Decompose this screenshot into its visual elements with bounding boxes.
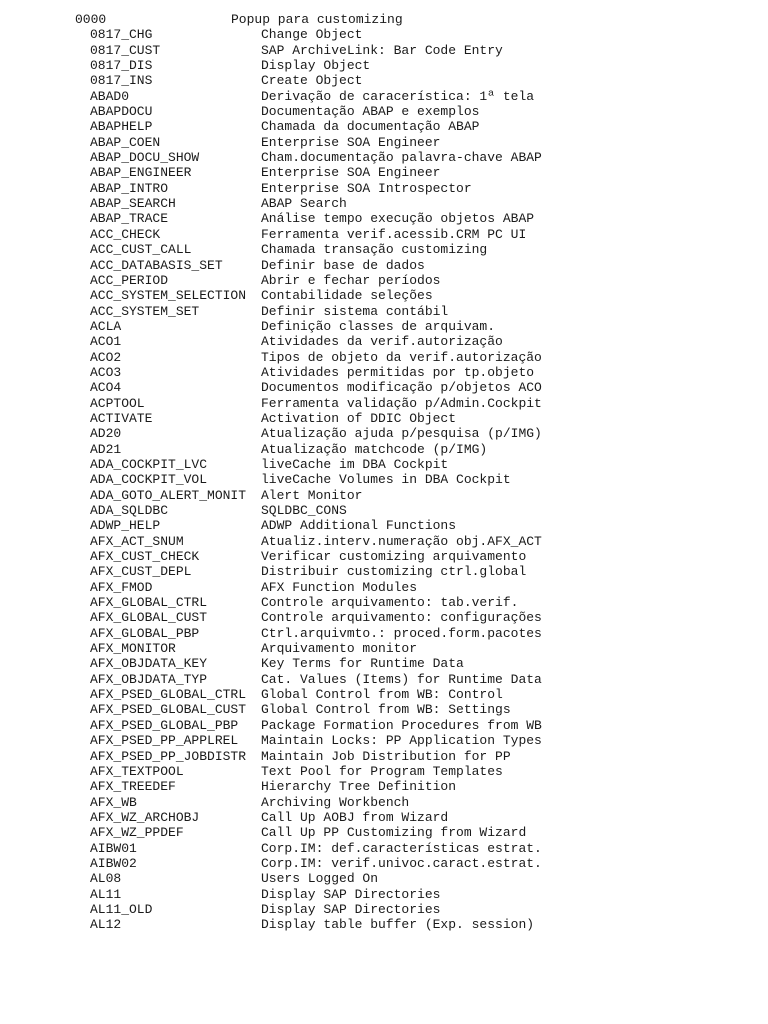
listing-row — [75, 258, 542, 273]
listing-row — [75, 211, 542, 226]
transaction-code: ACC_SYSTEM_SELECTION — [90, 288, 247, 304]
listing-row — [75, 626, 542, 641]
transaction-code: ADA_COCKPIT_LVC — [90, 456, 208, 472]
transaction-description: Definir sistema contábil — [261, 303, 449, 319]
transaction-description: Global Control from WB: Control — [261, 687, 503, 703]
transaction-description: Ctrl.arquivmto.: proced.form.pacotes — [261, 625, 542, 641]
transaction-code: ACPTOOL — [90, 395, 145, 411]
transaction-code: 0817_DIS — [90, 58, 153, 74]
listing-row — [75, 779, 542, 794]
listing-row — [75, 73, 542, 88]
listing-row — [75, 472, 542, 487]
listing-row — [75, 365, 542, 380]
transaction-description: Maintain Job Distribution for PP — [261, 748, 511, 764]
transaction-description: Controle arquivamento: configurações — [261, 610, 542, 626]
listing-row — [75, 181, 542, 196]
transaction-description: Archiving Workbench — [261, 794, 410, 810]
transaction-description: Display SAP Directories — [261, 901, 441, 917]
listing-row — [75, 795, 542, 810]
transaction-description: Documentos modificação p/objetos ACO — [261, 380, 542, 396]
listing-row — [75, 119, 542, 134]
transaction-code: ACC_SYSTEM_SET — [90, 303, 200, 319]
transaction-code: AFX_PSED_GLOBAL_CTRL — [90, 687, 247, 703]
transaction-description: Text Pool for Program Templates — [261, 763, 503, 779]
listing-row — [75, 380, 542, 395]
transaction-description: Ferramenta verif.acessib.CRM PC UI — [261, 226, 527, 242]
transaction-code: ACC_PERIOD — [90, 272, 169, 288]
transaction-code: AFX_MONITOR — [90, 641, 176, 657]
transaction-code: AL11 — [90, 886, 122, 902]
transaction-code: ACC_CHECK — [90, 226, 161, 242]
transaction-code: AFX_CUST_CHECK — [90, 549, 200, 565]
transaction-code: AFX_WZ_PPDEF — [90, 825, 184, 841]
transaction-code: AL12 — [90, 917, 122, 933]
transaction-code: AIBW01 — [90, 840, 137, 856]
listing-row — [75, 196, 542, 211]
transaction-description: ADWP Additional Functions — [261, 518, 457, 534]
listing-row — [75, 58, 542, 73]
transaction-code: AFX_GLOBAL_PBP — [90, 625, 200, 641]
transaction-description: Popup para customizing — [231, 12, 403, 27]
transaction-code: AFX_PSED_PP_JOBDISTR — [90, 748, 247, 764]
transaction-code: ADWP_HELP — [90, 518, 161, 534]
transaction-description: Definição classes de arquivam. — [261, 318, 496, 334]
listing-row — [75, 43, 542, 58]
transaction-code: AD21 — [90, 441, 122, 457]
listing-row — [75, 319, 542, 334]
transaction-description: Display table buffer (Exp. session) — [261, 917, 535, 933]
transaction-description: Change Object — [261, 27, 363, 43]
listing-row — [75, 902, 542, 917]
transaction-code: ACLA — [90, 318, 122, 334]
transaction-description: liveCache im DBA Cockpit — [261, 456, 449, 472]
transaction-description: Enterprise SOA Engineer — [261, 165, 441, 181]
listing-row — [75, 917, 542, 932]
listing-row — [75, 442, 542, 457]
transaction-code: ACC_DATABASIS_SET — [90, 257, 223, 273]
listing-row — [75, 227, 542, 242]
transaction-code: ABAP_TRACE — [90, 211, 169, 227]
transaction-description: Chamada transação customizing — [261, 242, 488, 258]
listing-row — [75, 396, 542, 411]
listing-row — [75, 534, 542, 549]
transaction-description: Global Control from WB: Settings — [261, 702, 511, 718]
transaction-description: Ferramenta validação p/Admin.Cockpit — [261, 395, 542, 411]
listing-row — [75, 104, 542, 119]
transaction-code: AFX_OBJDATA_KEY — [90, 656, 208, 672]
transaction-code: ABAP_ENGINEER — [90, 165, 192, 181]
transaction-code: AD20 — [90, 426, 122, 442]
transaction-code: ABAP_SEARCH — [90, 196, 176, 212]
listing-row — [75, 334, 542, 349]
transaction-code: AL11_OLD — [90, 901, 153, 917]
transaction-code: AFX_PSED_PP_APPLREL — [90, 733, 239, 749]
transaction-description: Key Terms for Runtime Data — [261, 656, 464, 672]
transaction-description: Display SAP Directories — [261, 886, 441, 902]
transaction-description: SAP ArchiveLink: Bar Code Entry — [261, 42, 503, 58]
transaction-code: ADA_GOTO_ALERT_MONIT — [90, 487, 247, 503]
transaction-description: Verificar customizing arquivamento — [261, 549, 527, 565]
transaction-code: 0000 — [75, 12, 107, 27]
transaction-description: Atualiz.interv.numeração obj.AFX_ACT — [261, 533, 542, 549]
transaction-description: SQLDBC_CONS — [261, 503, 347, 518]
listing-row — [75, 825, 542, 840]
transaction-code: AIBW02 — [90, 855, 137, 871]
transaction-code: ACO4 — [90, 380, 122, 396]
listing-row — [75, 580, 542, 595]
transaction-code: AFX_GLOBAL_CTRL — [90, 595, 208, 611]
listing-row — [75, 350, 542, 365]
transaction-code: AFX_CUST_DEPL — [90, 564, 192, 580]
transaction-description: Call Up PP Customizing from Wizard — [261, 825, 527, 841]
transaction-code-listing — [75, 12, 542, 933]
transaction-description: Distribuir customizing ctrl.global — [261, 564, 527, 580]
transaction-description: Atualização matchcode (p/IMG) — [261, 441, 488, 457]
transaction-code: ADA_SQLDBC — [90, 503, 169, 518]
transaction-description: Enterprise SOA Introspector — [261, 180, 472, 196]
transaction-description: Abrir e fechar períodos — [261, 272, 441, 288]
listing-row — [75, 641, 542, 656]
transaction-description: Users Logged On — [261, 871, 379, 887]
listing-row — [75, 810, 542, 825]
transaction-description: Definir base de dados — [261, 257, 425, 273]
transaction-description: Chamada da documentação ABAP — [261, 119, 480, 135]
transaction-code: AFX_WB — [90, 794, 137, 810]
listing-row — [75, 273, 542, 288]
transaction-code: AL08 — [90, 871, 122, 887]
listing-row — [75, 687, 542, 702]
transaction-code: ABAP_INTRO — [90, 180, 169, 196]
listing-row — [75, 518, 542, 533]
transaction-description: Controle arquivamento: tab.verif. — [261, 595, 519, 611]
transaction-code: ABAP_DOCU_SHOW — [90, 150, 200, 166]
transaction-code: ABAD0 — [90, 88, 130, 104]
transaction-code: ABAPHELP — [90, 119, 153, 135]
listing-row — [75, 856, 542, 871]
transaction-code: AFX_FMOD — [90, 579, 153, 595]
transaction-description: Corp.IM: verif.univoc.caract.estrat. — [261, 855, 542, 871]
listing-row — [75, 733, 542, 748]
listing-row — [75, 656, 542, 671]
transaction-description: Hierarchy Tree Definition — [261, 779, 457, 795]
transaction-code: ACC_CUST_CALL — [90, 242, 192, 258]
transaction-description: Atividades permitidas por tp.objeto — [261, 364, 535, 380]
transaction-code: AFX_WZ_ARCHOBJ — [90, 809, 200, 825]
transaction-code: AFX_GLOBAL_CUST — [90, 610, 208, 626]
transaction-code: AFX_PSED_GLOBAL_CUST — [90, 702, 247, 718]
transaction-description: ABAP Search — [261, 196, 347, 212]
transaction-description: Tipos de objeto da verif.autorização — [261, 349, 542, 365]
transaction-code: ABAP_COEN — [90, 134, 161, 150]
listing-row — [75, 27, 542, 42]
transaction-description: Atividades da verif.autorização — [261, 334, 503, 350]
listing-row — [75, 549, 542, 564]
listing-row — [75, 718, 542, 733]
listing-row — [75, 871, 542, 886]
listing-row — [75, 503, 542, 518]
listing-row — [75, 135, 542, 150]
listing-row — [75, 488, 542, 503]
transaction-description: Análise tempo execução objetos ABAP — [261, 211, 535, 227]
transaction-description: Atualização ajuda p/pesquisa (p/IMG) — [261, 426, 542, 442]
transaction-code: AFX_ACT_SNUM — [90, 533, 184, 549]
transaction-description: Corp.IM: def.características estrat. — [261, 840, 542, 856]
transaction-code: ACO2 — [90, 349, 122, 365]
transaction-code: AFX_OBJDATA_TYP — [90, 671, 208, 687]
transaction-description: Maintain Locks: PP Application Types — [261, 733, 542, 749]
listing-row — [75, 426, 542, 441]
listing-row — [75, 457, 542, 472]
transaction-description: AFX Function Modules — [261, 579, 418, 595]
listing-row — [75, 288, 542, 303]
transaction-code: AFX_TREEDEF — [90, 779, 176, 795]
transaction-description: Display Object — [261, 58, 371, 74]
transaction-description: Arquivamento monitor — [261, 641, 418, 657]
listing-row — [75, 242, 542, 257]
listing-row — [75, 304, 542, 319]
listing-row — [75, 165, 542, 180]
listing-row — [75, 610, 542, 625]
transaction-description: Activation of DDIC Object — [261, 410, 457, 426]
transaction-description: Cham.documentação palavra-chave ABAP — [261, 150, 542, 166]
transaction-code: ADA_COCKPIT_VOL — [90, 472, 208, 488]
transaction-description: Derivação de caracerística: 1ª tela — [261, 88, 535, 104]
listing-header-row — [75, 12, 542, 27]
listing-row — [75, 564, 542, 579]
listing-row — [75, 672, 542, 687]
transaction-code: AFX_PSED_GLOBAL_PBP — [90, 717, 239, 733]
listing-row — [75, 89, 542, 104]
transaction-description: Documentação ABAP e exemplos — [261, 104, 480, 120]
listing-row — [75, 595, 542, 610]
transaction-description: Call Up AOBJ from Wizard — [261, 809, 449, 825]
transaction-code: 0817_INS — [90, 73, 153, 89]
transaction-code: 0817_CHG — [90, 27, 153, 43]
transaction-code: AFX_TEXTPOOL — [90, 763, 184, 779]
transaction-code: ACTIVATE — [90, 410, 153, 426]
transaction-description: Alert Monitor — [261, 487, 363, 503]
listing-row — [75, 841, 542, 856]
listing-row — [75, 764, 542, 779]
transaction-description: Cat. Values (Items) for Runtime Data — [261, 671, 542, 687]
listing-row — [75, 887, 542, 902]
transaction-description: Create Object — [261, 73, 363, 89]
transaction-description: liveCache Volumes in DBA Cockpit — [261, 472, 511, 488]
transaction-description: Package Formation Procedures from WB — [261, 717, 542, 733]
transaction-code: ABAPDOCU — [90, 104, 153, 120]
listing-row — [75, 749, 542, 764]
listing-row — [75, 702, 542, 717]
transaction-code: ACO3 — [90, 364, 122, 380]
listing-row — [75, 411, 542, 426]
transaction-code: ACO1 — [90, 334, 122, 350]
transaction-description: Contabilidade seleções — [261, 288, 433, 304]
listing-row — [75, 150, 542, 165]
transaction-description: Enterprise SOA Engineer — [261, 134, 441, 150]
transaction-code: 0817_CUST — [90, 42, 161, 58]
